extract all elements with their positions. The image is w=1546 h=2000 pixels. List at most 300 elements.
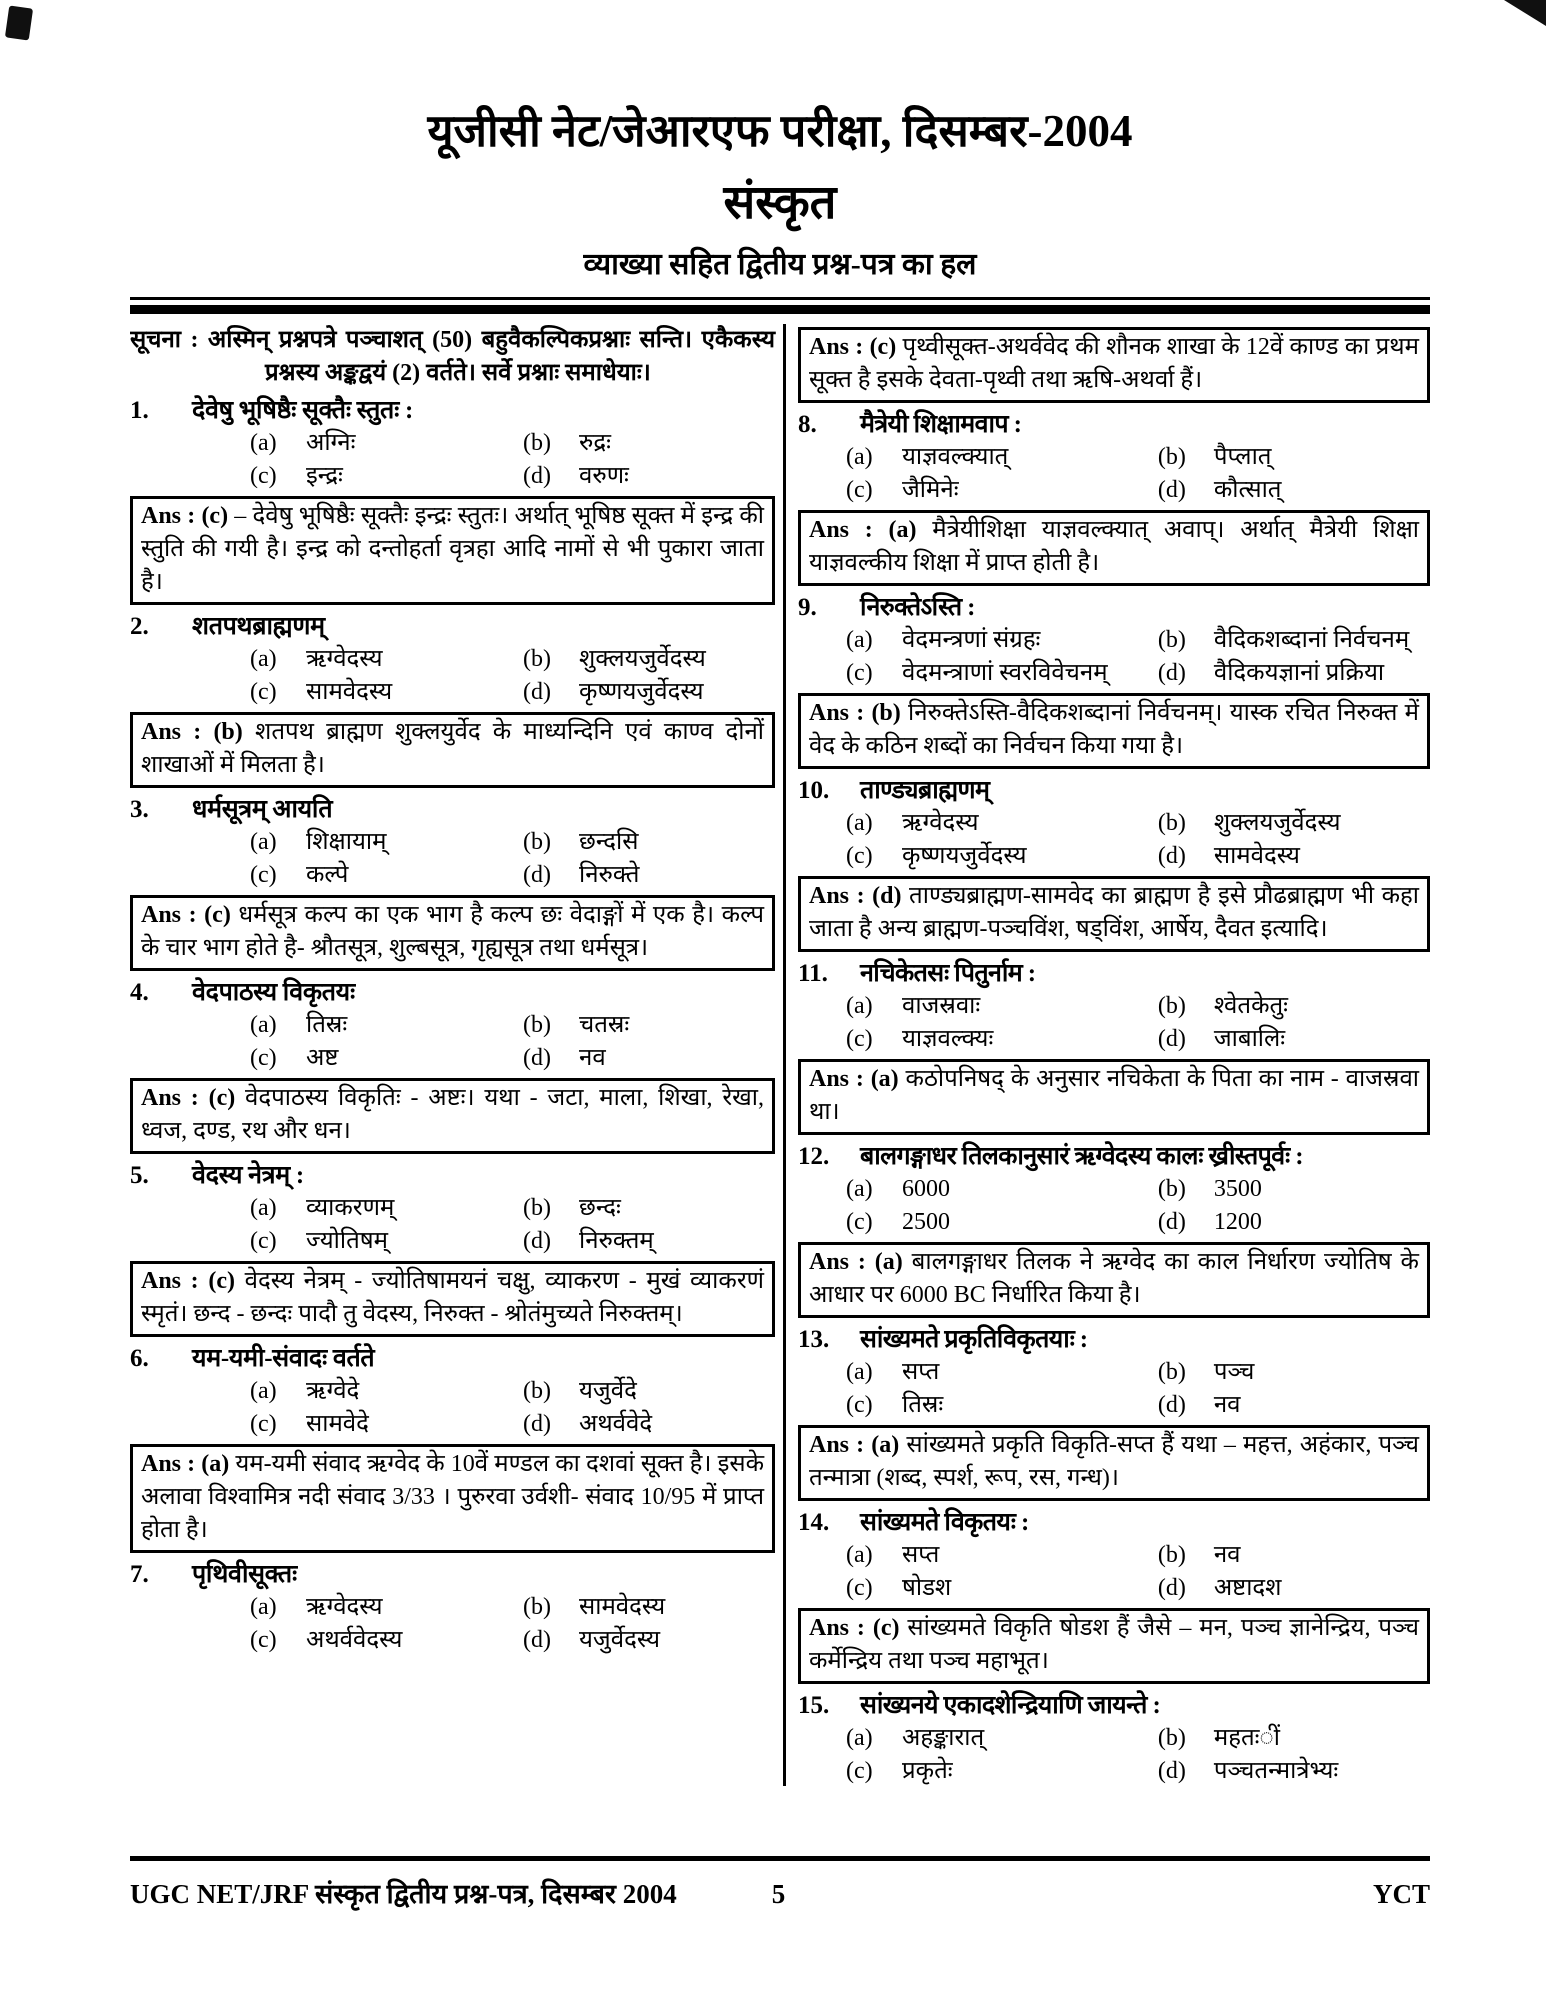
option-item — [846, 840, 1158, 873]
option-text: सामवेदस्य — [1213, 843, 1300, 870]
option-label: (a) — [846, 1359, 873, 1386]
option-item — [250, 1408, 523, 1441]
option-label: (c) — [250, 862, 277, 889]
option-label: (b) — [1157, 627, 1186, 654]
option-text: याज्ञवल्क्यात् — [902, 444, 1009, 471]
option-text: 2500 — [902, 1209, 950, 1236]
option-text: अथर्ववेदे — [579, 1411, 653, 1438]
option-label: (c) — [846, 1209, 873, 1236]
option-item — [523, 859, 775, 892]
question-block — [130, 1342, 775, 1441]
options-row — [846, 1206, 1430, 1239]
option-text: वाजस्रवाः — [902, 993, 981, 1020]
question-heading: निरुक्तेऽस्ति : — [860, 594, 975, 622]
option-label: (a) — [846, 1176, 873, 1203]
option-item — [523, 1375, 775, 1408]
answer-label: Ans : (c) — [141, 1085, 236, 1112]
options-group — [798, 1356, 1430, 1422]
option-label: (c) — [250, 463, 277, 490]
option-label: (b) — [1157, 1725, 1186, 1752]
answer-text: सांख्यमते विकृति षोडश हैं जैसे – मन, पञ्च ज्ञानेन्द्रिय, पञ्च कर्मेन्द्रिय तथा पञ्च महाभूत। — [809, 1615, 1419, 1675]
question-number: 13. — [798, 1326, 830, 1354]
option-text: अहङ्कारात् — [902, 1725, 985, 1752]
option-label: (c) — [250, 1045, 277, 1072]
question-heading-row — [130, 610, 775, 643]
answer-label: Ans : (b) — [809, 700, 901, 727]
options-row — [846, 807, 1430, 840]
option-item — [1158, 624, 1430, 657]
question-heading-row — [130, 976, 775, 1009]
answer-text: – देवेषु भूषिष्ठैः सूक्तैः इन्द्रः स्तुतः। अर्थात् भूषिष्ठ सूक्त में इन्द्र की स्तुति की गयी है। इन्द्र को दन्तोहर्ता वृत्रहा आदि नामों से भी पुकारा जाता है। — [141, 503, 765, 596]
question-block — [798, 957, 1430, 1056]
option-text: चतस्रः — [579, 1012, 630, 1039]
question-block — [798, 1323, 1430, 1422]
option-item — [846, 1356, 1158, 1389]
question-block — [130, 793, 775, 892]
option-label: (d) — [523, 679, 551, 706]
header-divider — [130, 297, 1430, 314]
footer-left-text: UGC NET/JRF संस्कृत द्वितीय प्रश्न-पत्र, दिसम्बर 2004 — [130, 1879, 677, 1909]
answer-text: निरुक्तेऽस्ति-वैदिकशब्दानां निर्वचनम्। यास्क रचित निरुक्त में वेद के कठिन शब्दों का निर्वचन किया गया है। — [809, 700, 1420, 760]
question-heading: वेदपाठस्य विकृतयः — [192, 979, 355, 1007]
answer-box — [798, 327, 1430, 403]
option-label: (c) — [250, 1228, 277, 1255]
options-row — [846, 1539, 1430, 1572]
footer-publisher: YCT — [1372, 1879, 1430, 1909]
option-text: ऋग्वेदे — [306, 1378, 360, 1405]
option-label: (c) — [846, 1575, 873, 1602]
question-number: 7. — [130, 1561, 149, 1589]
answer-text: यम-यमी संवाद ऋग्वेद के 10वें मण्डल का दशवां सूक्त है। इसके अलावा विश्वामित्र नदी संवाद 3/33 । पुरुरवा उर्वशी- संवाद 10/95 में प्राप्त होता है। — [141, 1451, 765, 1544]
option-label: (c) — [846, 1392, 873, 1419]
option-item — [1158, 990, 1430, 1023]
option-item — [846, 1206, 1158, 1239]
option-label: (c) — [846, 1758, 873, 1785]
option-text: श्वेतकेतुः — [1213, 993, 1289, 1020]
option-text: पञ्चतन्मात्रेभ्यः — [1213, 1758, 1339, 1785]
option-label: (a) — [250, 646, 277, 673]
option-item — [1158, 1023, 1430, 1056]
option-label: (a) — [846, 444, 873, 471]
options-group — [130, 1591, 775, 1657]
option-label: (d) — [1157, 477, 1186, 504]
option-label: (a) — [846, 1542, 873, 1569]
option-text: ऋग्वेदस्य — [902, 810, 979, 837]
scan-artifact — [5, 5, 33, 40]
answer-text: कठोपनिषद् के अनुसार नचिकेता के पिता का नाम - वाजस्रवा था। — [809, 1066, 1420, 1126]
option-item — [846, 441, 1158, 474]
question-heading-row — [130, 1342, 775, 1375]
question-heading: धर्मसूत्रम् आयति — [192, 796, 333, 824]
options-row — [846, 624, 1430, 657]
question-heading-row — [798, 1506, 1430, 1539]
option-item — [250, 1225, 523, 1258]
answer-label: Ans : (c) — [141, 1268, 235, 1295]
options-row — [846, 840, 1430, 873]
option-item — [846, 1572, 1158, 1605]
option-label: (d) — [523, 1228, 551, 1255]
option-item — [250, 427, 523, 460]
question-block — [798, 408, 1430, 507]
option-item — [523, 1408, 775, 1441]
answer-text: सांख्यमते प्रकृति विकृति-सप्त हैं यथा – महत्त, अहंकार, पञ्च तन्मात्रा (शब्द, स्पर्श, रूप, रस, गन्ध)। — [809, 1432, 1420, 1492]
notice-paragraph: सूचना : अस्मिन् प्रश्नपत्रे पञ्चाशत् (50) बहुवैकल्पिकप्रश्नाः सन्ति। एकैकस्य प्रश्नस्य अङ्कद्वयं (2) वर्तते। सर्वे प्रश्नाः समाधेयाः। — [130, 327, 775, 387]
question-heading-row — [798, 774, 1430, 807]
option-label: (a) — [250, 829, 277, 856]
option-item — [846, 1722, 1158, 1755]
option-item — [1158, 1173, 1430, 1206]
answer-box — [798, 1425, 1430, 1501]
question-heading: देवेषु भूषिष्ठैः सूक्तैः स्तुतः : — [192, 397, 414, 425]
option-item — [1158, 1206, 1430, 1239]
option-item — [250, 1624, 523, 1657]
option-label: (a) — [846, 627, 873, 654]
scan-artifact — [1504, 0, 1546, 26]
left-column — [130, 324, 783, 1786]
right-column — [786, 324, 1430, 1786]
option-item — [523, 826, 775, 859]
option-label: (c) — [846, 843, 873, 870]
option-text: शिक्षायाम् — [306, 829, 387, 856]
option-text: कृष्णयजुर्वेदस्य — [579, 679, 704, 706]
options-row — [846, 441, 1430, 474]
question-number: 6. — [130, 1345, 149, 1373]
option-item — [846, 624, 1158, 657]
answer-label: Ans : (c) — [141, 902, 231, 929]
answer-box — [798, 1242, 1430, 1318]
answer-label: Ans : (a) — [809, 1066, 899, 1093]
option-label: (a) — [846, 1725, 873, 1752]
options-row — [250, 676, 775, 709]
option-item — [846, 1539, 1158, 1572]
option-label: (a) — [250, 1195, 277, 1222]
options-row — [250, 427, 775, 460]
option-label: (d) — [523, 1627, 551, 1654]
option-text: यजुर्वेदस्य — [579, 1627, 661, 1654]
option-text: तिस्रः — [306, 1012, 348, 1039]
question-heading: ताण्ड्यब्राह्मणम् — [860, 777, 990, 805]
option-text: ऋग्वेदस्य — [306, 646, 383, 673]
option-label: (c) — [846, 477, 873, 504]
option-item — [523, 1192, 775, 1225]
question-heading-row — [798, 1689, 1430, 1722]
option-text: वरुणः — [579, 463, 629, 490]
option-text: छन्दः — [579, 1195, 621, 1222]
option-text: व्याकरणम् — [306, 1195, 395, 1222]
option-label: (c) — [846, 1026, 873, 1053]
options-row — [250, 1408, 775, 1441]
answer-box — [130, 1078, 775, 1154]
option-text: सप्त — [902, 1359, 940, 1386]
options-row — [846, 1722, 1430, 1755]
option-text: वैदिकयज्ञानां प्रक्रिया — [1213, 660, 1385, 687]
options-row — [250, 826, 775, 859]
options-row — [250, 1192, 775, 1225]
option-item — [1158, 1356, 1430, 1389]
option-label: (d) — [1157, 1575, 1186, 1602]
option-item — [846, 1173, 1158, 1206]
question-block — [130, 976, 775, 1075]
question-number: 4. — [130, 979, 149, 1007]
question-heading: नचिकेतसः पितुर्नाम : — [860, 960, 1036, 988]
option-text: 6000 — [902, 1176, 950, 1203]
option-item — [846, 657, 1158, 690]
answer-text: पृथ्वीसूक्त-अथर्ववेद की शौनक शाखा के 12वें काण्ड का प्रथम सूक्त है इसके देवता-पृथ्वी तथा ऋषि-अथर्वा हैं। — [809, 334, 1419, 394]
option-label: (c) — [250, 679, 277, 706]
options-group — [798, 624, 1430, 690]
options-row — [846, 1356, 1430, 1389]
answer-text: वेदपाठस्य विकृतिः - अष्टः। यथा - जटा, माला, शिखा, रेखा, ध्वज, दण्ड, रथ और धन। — [141, 1085, 764, 1145]
question-heading: पृथिवीसूक्तः — [192, 1561, 297, 1589]
options-row — [250, 1042, 775, 1075]
answer-label: Ans : (a) — [809, 1249, 903, 1276]
option-text: पञ्च — [1213, 1359, 1255, 1386]
page-subject: संस्कृत — [723, 177, 837, 229]
option-text: याज्ञवल्क्यः — [902, 1026, 994, 1053]
option-text: नव — [1213, 1542, 1241, 1569]
answer-box — [130, 712, 775, 788]
answer-label: Ans : (a) — [141, 1451, 230, 1478]
option-item — [250, 1375, 523, 1408]
answer-label: Ans : (c) — [809, 334, 897, 361]
options-row — [250, 1375, 775, 1408]
answer-box — [130, 895, 775, 971]
two-column-body — [130, 324, 1430, 1786]
option-label: (d) — [1157, 1392, 1186, 1419]
question-heading: वेदस्य नेत्रम् : — [192, 1162, 304, 1190]
question-heading: सांख्यनये एकादशेन्द्रियाणि जायन्ते : — [860, 1692, 1161, 1720]
question-block — [130, 394, 775, 493]
option-text: तिस्रः — [902, 1392, 944, 1419]
options-row — [250, 859, 775, 892]
options-group — [798, 990, 1430, 1056]
option-label: (d) — [523, 463, 551, 490]
question-number: 2. — [130, 613, 149, 641]
question-heading: मैत्रेयी शिक्षामवाप : — [860, 411, 1022, 439]
option-label: (b) — [523, 1594, 551, 1621]
option-text: कल्पे — [306, 862, 349, 889]
option-text: जाबालिः — [1213, 1026, 1286, 1053]
options-row — [846, 1173, 1430, 1206]
options-row — [846, 1755, 1430, 1786]
option-label: (a) — [250, 1594, 277, 1621]
options-row — [250, 1624, 775, 1657]
answer-box — [798, 693, 1430, 769]
options-row — [250, 460, 775, 493]
option-text: कृष्णयजुर्वेदस्य — [902, 843, 1027, 870]
answer-label: Ans : (a) — [809, 1432, 900, 1459]
option-text: वैदिकशब्दानां निर्वचनम् — [1213, 627, 1410, 654]
answer-text: मैत्रेयीशिक्षा याज्ञवल्क्यात् अवाप्। अर्थात् मैत्रेयी शिक्षा याज्ञवल्कीय शिक्षा में प्राप्त होती है। — [809, 517, 1419, 577]
option-label: (b) — [1157, 1176, 1186, 1203]
options-row — [846, 474, 1430, 507]
option-item — [523, 460, 775, 493]
question-heading: सांख्यमते प्रकृतिविकृतयाः : — [860, 1326, 1088, 1354]
option-text: रुद्रः — [579, 430, 611, 457]
answer-text: ताण्ड्यब्राह्मण-सामवेद का ब्राह्मण है इसे प्रौढब्राह्मण भी कहा जाता है अन्य ब्राह्मण-पञ्चविंश, षड्विंश, आर्षेय, दैवत इत्यादि। — [809, 883, 1420, 943]
question-heading-row — [130, 1159, 775, 1192]
option-label: (d) — [1157, 1026, 1186, 1053]
options-group — [130, 1375, 775, 1441]
question-block — [798, 591, 1430, 690]
page — [130, 104, 1430, 1786]
option-text: शुक्लयजुर्वेदस्य — [579, 646, 706, 673]
option-text: जैमिनेः — [902, 477, 959, 504]
options-group — [798, 1173, 1430, 1239]
answer-box — [798, 1059, 1430, 1135]
option-item — [523, 1009, 775, 1042]
option-item — [1158, 807, 1430, 840]
option-label: (c) — [250, 1627, 277, 1654]
option-label: (b) — [523, 1195, 551, 1222]
options-row — [250, 1225, 775, 1258]
option-item — [846, 990, 1158, 1023]
option-text: षोडश — [902, 1575, 952, 1602]
question-number: 15. — [798, 1692, 830, 1720]
question-heading-row — [798, 1323, 1430, 1356]
options-group — [798, 441, 1430, 507]
option-item — [1158, 1389, 1430, 1422]
option-label: (d) — [1157, 660, 1186, 687]
option-text: सामवेदस्य — [306, 679, 393, 706]
answer-box — [798, 1608, 1430, 1684]
question-number: 8. — [798, 411, 817, 439]
option-item — [846, 1023, 1158, 1056]
option-text: निरुक्तम् — [579, 1228, 654, 1255]
option-item — [250, 643, 523, 676]
options-group — [130, 826, 775, 892]
options-row — [250, 1591, 775, 1624]
notice-label: सूचना : — [130, 327, 199, 354]
option-item — [1158, 1755, 1430, 1786]
question-number: 12. — [798, 1143, 830, 1171]
option-label: (b) — [1157, 1359, 1186, 1386]
option-label: (b) — [523, 1012, 551, 1039]
answer-label: Ans : (c) — [141, 503, 229, 530]
option-text: प्रकृतेः — [902, 1758, 953, 1785]
answer-label: Ans : (c) — [809, 1615, 900, 1642]
option-item — [250, 859, 523, 892]
option-item — [250, 1042, 523, 1075]
option-item — [523, 1591, 775, 1624]
option-label: (d) — [1157, 1758, 1186, 1785]
options-group — [798, 1722, 1430, 1786]
option-item — [523, 1042, 775, 1075]
answer-box — [130, 1261, 775, 1337]
question-block — [798, 1689, 1430, 1786]
option-item — [846, 1389, 1158, 1422]
option-item — [523, 676, 775, 709]
answer-box — [130, 496, 775, 605]
options-group — [130, 1192, 775, 1258]
option-text: सामवेदे — [306, 1411, 369, 1438]
option-text: नव — [1213, 1392, 1241, 1419]
options-row — [846, 1389, 1430, 1422]
answer-text: बालगङ्गाधर तिलक ने ऋग्वेद का काल निर्धारण ज्योतिष के आधार पर 6000 BC निर्धारित किया है। — [809, 1249, 1419, 1309]
option-item — [846, 1755, 1158, 1786]
question-number: 9. — [798, 594, 817, 622]
option-text: वेदमन्त्रणां संग्रहः — [902, 627, 1041, 654]
option-label: (a) — [250, 1012, 277, 1039]
option-item — [523, 427, 775, 460]
option-item — [1158, 474, 1430, 507]
options-group — [798, 1539, 1430, 1605]
question-block — [798, 1506, 1430, 1605]
option-text: महतःीं — [1213, 1725, 1280, 1752]
option-item — [1158, 1539, 1430, 1572]
option-item — [250, 1009, 523, 1042]
option-label: (a) — [846, 993, 873, 1020]
option-label: (c) — [846, 660, 873, 687]
option-text: सप्त — [902, 1542, 940, 1569]
answer-box — [798, 876, 1430, 952]
option-item — [523, 1624, 775, 1657]
option-text: पैप्लात् — [1213, 444, 1272, 471]
options-group — [798, 807, 1430, 873]
options-group — [130, 1009, 775, 1075]
option-text: सामवेदस्य — [579, 1594, 666, 1621]
option-item — [846, 474, 1158, 507]
option-item — [250, 460, 523, 493]
question-block — [130, 1558, 775, 1657]
question-block — [130, 1159, 775, 1258]
question-heading-row — [798, 957, 1430, 990]
option-label: (d) — [1157, 843, 1186, 870]
option-text: अग्निः — [306, 430, 356, 457]
question-block — [798, 1140, 1430, 1239]
option-text: 3500 — [1213, 1176, 1262, 1203]
question-number: 1. — [130, 397, 149, 425]
question-number: 3. — [130, 796, 149, 824]
footer — [130, 1874, 1430, 1911]
question-number: 5. — [130, 1162, 149, 1190]
option-text: नव — [579, 1045, 606, 1072]
option-label: (c) — [250, 1411, 277, 1438]
option-text: इन्द्रः — [306, 463, 343, 490]
answer-text: धर्मसूत्र कल्प का एक भाग है कल्प छः वेदाङ्गों में एक है। कल्प के चार भाग होते है- श्रौतसूत्र, शुल्बसूत्र, गृह्यसूत्र तथा धर्मसूत्र। — [141, 902, 764, 962]
options-row — [846, 1023, 1430, 1056]
option-item — [250, 1192, 523, 1225]
option-text: कौत्सात् — [1213, 477, 1282, 504]
question-heading: बालगङ्गाधर तिलकानुसारं ऋग्वेदस्य कालः ख्रीस्तपूर्वः : — [860, 1143, 1303, 1171]
option-label: (b) — [523, 646, 551, 673]
option-item — [250, 826, 523, 859]
option-text: अष्टादश — [1213, 1575, 1282, 1602]
option-item — [250, 676, 523, 709]
option-text: ज्योतिषम् — [306, 1228, 388, 1255]
option-text: अथर्ववेदस्य — [306, 1627, 403, 1654]
options-row — [846, 990, 1430, 1023]
option-text: यजुर्वेदे — [579, 1378, 637, 1405]
option-label: (d) — [523, 1045, 551, 1072]
option-label: (b) — [1157, 1542, 1186, 1569]
options-row — [250, 1009, 775, 1042]
question-heading: शतपथब्राह्मणम् — [192, 613, 325, 641]
answer-label: Ans : (a) — [809, 517, 917, 544]
option-text: वेदमन्त्राणां स्वरविवेचनम् — [902, 660, 1108, 687]
question-heading: सांख्यमते विकृतयः : — [860, 1509, 1029, 1537]
question-heading-row — [130, 394, 775, 427]
option-text: निरुक्ते — [579, 862, 640, 889]
question-heading-row — [130, 793, 775, 826]
option-text: अष्ट — [306, 1045, 339, 1072]
question-heading-row — [130, 1558, 775, 1591]
question-number: 10. — [798, 777, 830, 805]
option-label: (b) — [523, 1378, 551, 1405]
question-block — [130, 610, 775, 709]
option-label: (d) — [523, 1411, 551, 1438]
option-item — [1158, 657, 1430, 690]
